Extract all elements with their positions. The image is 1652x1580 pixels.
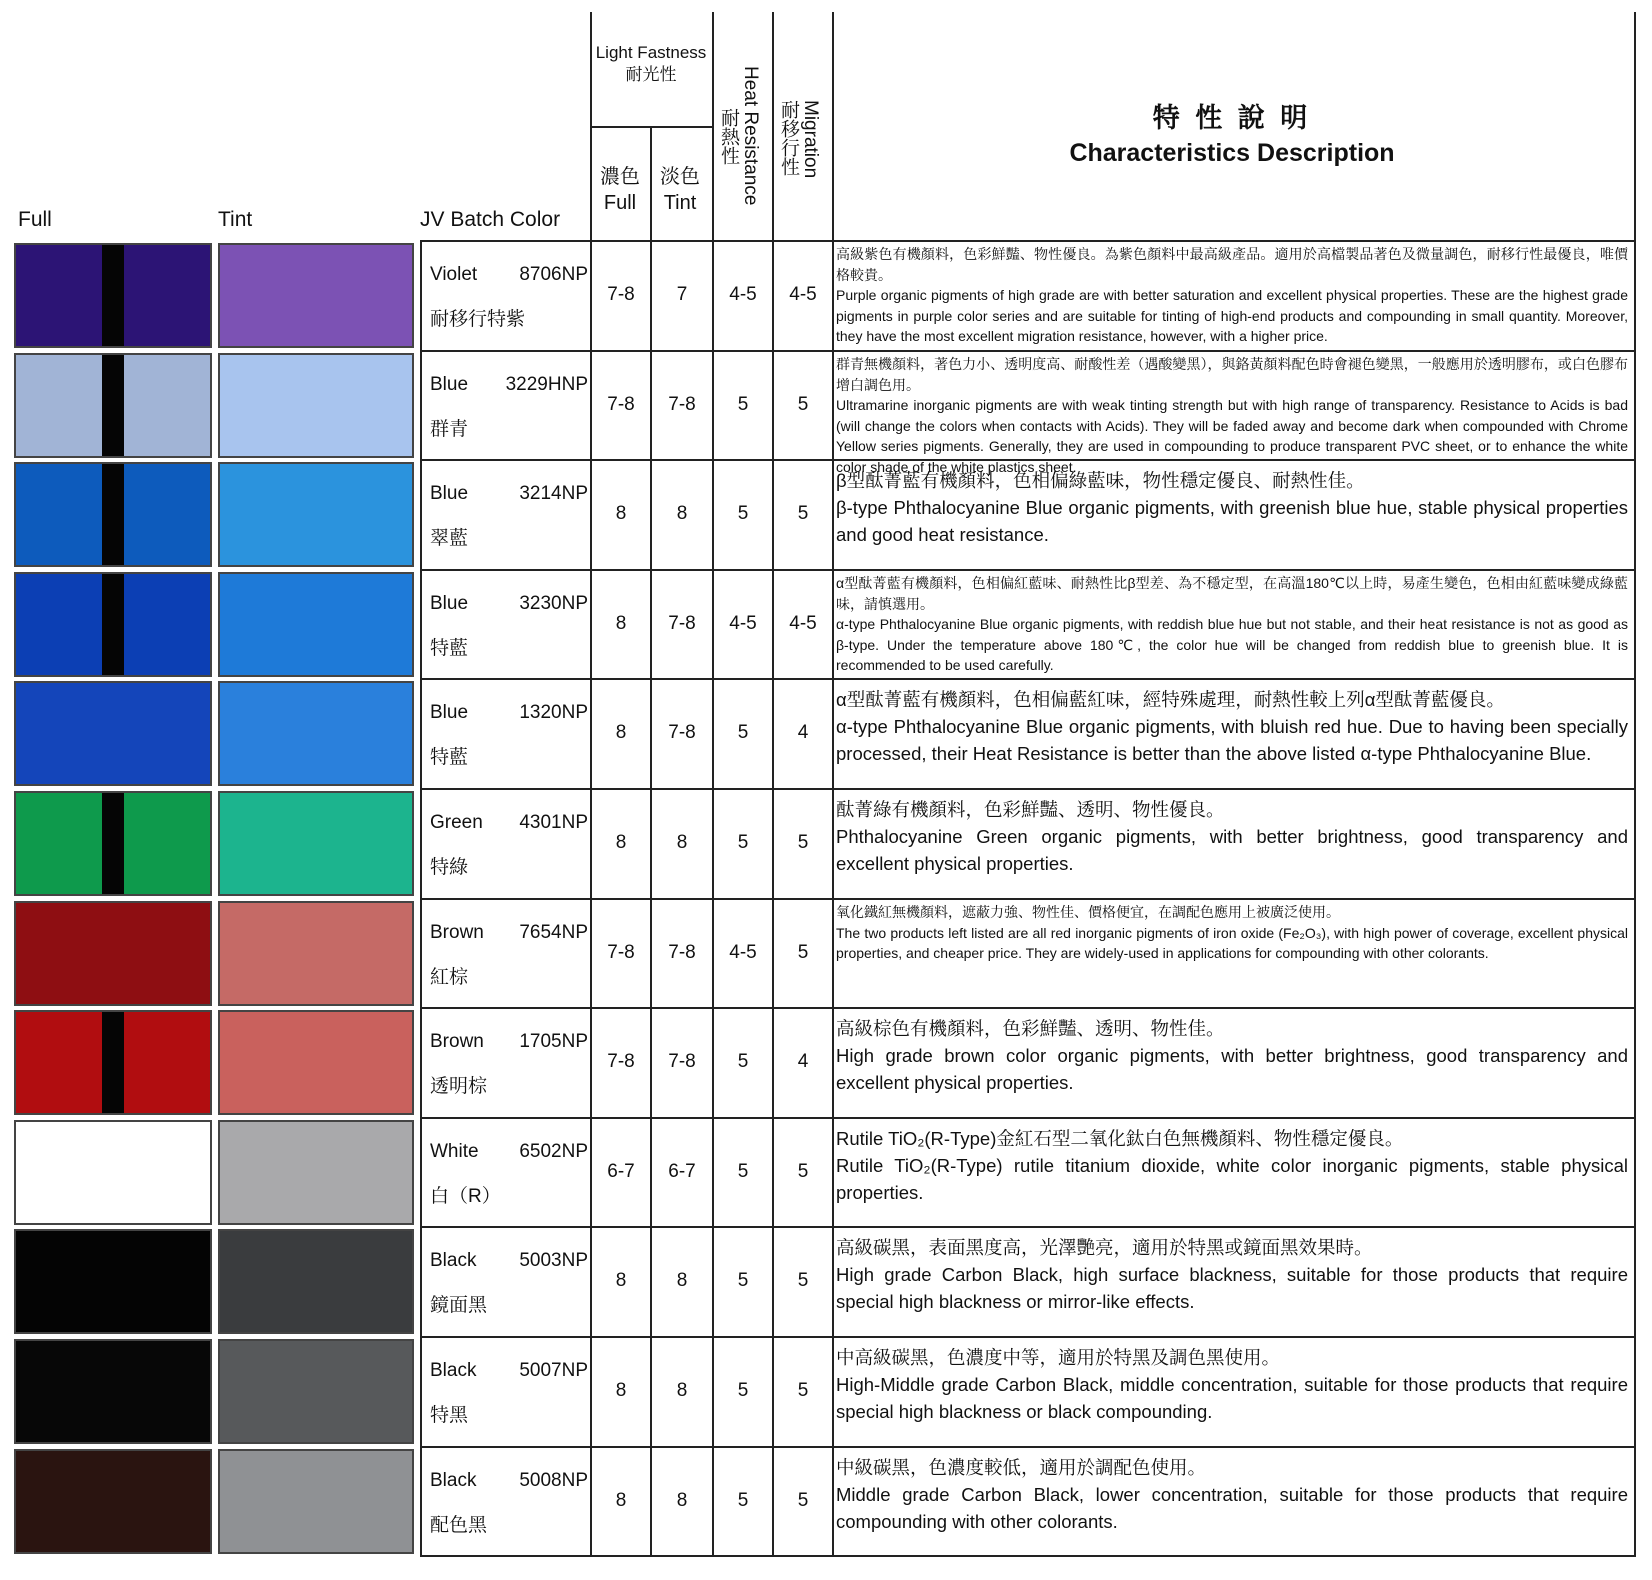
- grid-horizontal-line: [420, 1555, 1636, 1557]
- grid-horizontal-line: [420, 1226, 1636, 1228]
- description-en: High-Middle grade Carbon Black, middle concentration, suitable for those products that require special high blackness or black compounding.: [836, 1374, 1628, 1422]
- full-color-swatch: [14, 462, 212, 567]
- description-en: Phthalocyanine Green organic pigments, with better brightness, good transparency and excellent physical properties.: [836, 826, 1628, 874]
- color-name-zh: 白（R）: [430, 1186, 501, 1207]
- characteristics-description: [836, 354, 1628, 477]
- full-color-swatch: [14, 901, 212, 1006]
- grid-horizontal-line: [420, 1007, 1636, 1009]
- tint-color-swatch: [218, 791, 414, 896]
- black-stripe: [102, 793, 124, 894]
- migration-value: 5: [797, 942, 809, 963]
- black-stripe: [102, 464, 124, 565]
- light-fastness-full-value: 7-8: [607, 942, 635, 963]
- light-full-zh: 濃色: [600, 166, 640, 188]
- light-fastness-tint-value: 7-8: [668, 613, 696, 634]
- tint-color-swatch: [218, 1120, 414, 1225]
- heat-resistance-value: 5: [737, 722, 749, 743]
- light-fastness-tint-value: 7-8: [668, 1051, 696, 1072]
- light-fastness-full-value: 7-8: [607, 394, 635, 415]
- migration-en: Migration: [800, 100, 821, 179]
- heat-resistance-value: 4-5: [729, 942, 757, 963]
- heat-resistance-value: 5: [737, 1161, 749, 1182]
- color-name-zh: 耐移行特紫: [430, 309, 526, 330]
- characteristics-description: [836, 796, 1628, 877]
- light-full-en: Full: [603, 192, 637, 214]
- description-en: High grade Carbon Black, high surface blackness, suitable for those products that require special high blackness or mirror-like effects.: [836, 1264, 1628, 1312]
- description-header: [836, 96, 1628, 168]
- description-zh: 氧化鐵紅無機顏料，遮蔽力強、物性佳、價格便宜，在調配色應用上被廣泛使用。: [836, 904, 1340, 920]
- description-en: β-type Phthalocyanine Blue organic pigments, with greenish blue hue, stable physical properties and good heat resistance.: [836, 497, 1628, 545]
- characteristics-description: [836, 1234, 1628, 1315]
- characteristics-description: [836, 686, 1628, 767]
- color-name-en: White: [430, 1141, 479, 1162]
- grid-horizontal-line: [420, 898, 1636, 900]
- migration-value: 4-5: [789, 284, 817, 305]
- grid-horizontal-line: [420, 678, 1636, 680]
- grid-horizontal-line: [420, 240, 1636, 242]
- description-en: Middle grade Carbon Black, lower concentration, suitable for those products that require compounding with other colorants.: [836, 1484, 1628, 1532]
- description-zh: 中高級碳黑，色濃度中等，適用於特黑及調色黑使用。: [836, 1347, 1281, 1368]
- description-en: α-type Phthalocyanine Blue organic pigments, with reddish blue hue but not stable, and their heat resistance is not as good as β-type. Under the temperature above 180℃, the color hue will be changed from reddish blue to greenish blue. It is recommended to be used carefully.: [836, 616, 1628, 673]
- color-name-zh: 翠藍: [430, 528, 469, 549]
- color-name-en: Brown: [430, 922, 484, 943]
- migration-value: 4: [797, 1051, 809, 1072]
- light-fastness-tint-value: 8: [676, 1270, 688, 1291]
- description-header-zh: 特 性 說 明: [1152, 103, 1312, 133]
- color-name-zh: 特黑: [430, 1405, 469, 1426]
- description-en: α-type Phthalocyanine Blue organic pigments, with bluish red hue. Due to having been specially processed, their Heat Resistance is better than the above listed α-type Phthalocyanine Blue.: [836, 716, 1628, 764]
- color-name-en: Black: [430, 1470, 477, 1491]
- description-zh: α型酞菁藍有機顏料，色相偏藍紅味，經特殊處理，耐熱性較上列α型酞菁藍優良。: [836, 689, 1505, 710]
- heat-resistance-zh: 耐熱性: [718, 108, 739, 165]
- light-fastness-tint-value: 8: [676, 1380, 688, 1401]
- color-name-zh: 特藍: [430, 638, 469, 659]
- characteristics-description: [836, 1454, 1628, 1535]
- migration-value: 5: [797, 832, 809, 853]
- grid-horizontal-line: [420, 788, 1636, 790]
- tint-color-swatch: [218, 462, 414, 567]
- product-code: 6502NP: [519, 1141, 588, 1162]
- color-name-en: Black: [430, 1250, 477, 1271]
- light-fastness-tint-value: 8: [676, 832, 688, 853]
- description-en: Rutile TiO₂(R-Type) rutile titanium dioxide, white color inorganic pigments, stable physical properties.: [836, 1155, 1628, 1203]
- description-en: Purple organic pigments of high grade are with better saturation and excellent physical properties. These are the highest grade pigments in purple color series and are suitable for tinting of high-end products and compounding in small quantity. Moreover, they have the most excellent migration resistance, however, with a higher price.: [836, 287, 1628, 344]
- characteristics-description: [836, 467, 1628, 548]
- full-color-swatch: [14, 791, 212, 896]
- color-name-en: Blue: [430, 374, 469, 395]
- light-fastness-tint-value: 7-8: [668, 722, 696, 743]
- migration-value: 4-5: [789, 613, 817, 634]
- color-name-en: Brown: [430, 1031, 484, 1052]
- light-tint-en: Tint: [663, 192, 697, 214]
- light-fastness-full-value: 8: [615, 722, 627, 743]
- grid-horizontal-line: [420, 1446, 1636, 1448]
- tint-color-swatch: [218, 681, 414, 786]
- color-name-zh: 特藍: [430, 747, 469, 768]
- full-color-swatch: [14, 353, 212, 458]
- product-code: 3230NP: [519, 593, 588, 614]
- description-header-en: Characteristics Description: [1069, 139, 1395, 167]
- light-full-header: [592, 164, 648, 216]
- product-code: 7654NP: [519, 922, 588, 943]
- heat-resistance-en: Heat Resistance: [740, 66, 761, 206]
- color-name-en: Violet: [430, 264, 478, 285]
- color-name-zh: 透明棕: [430, 1076, 488, 1097]
- tint-color-swatch: [218, 1010, 414, 1115]
- tint-color-swatch: [218, 1449, 414, 1554]
- full-column-label: Full: [18, 208, 52, 231]
- full-color-swatch: [14, 1120, 212, 1225]
- heat-resistance-value: 4-5: [729, 613, 757, 634]
- description-zh: β型酞菁藍有機顏料，色相偏綠藍味，物性穩定優良、耐熱性佳。: [836, 470, 1365, 491]
- color-name-zh: 配色黑: [430, 1515, 488, 1536]
- characteristics-description: [836, 902, 1628, 964]
- light-fastness-full-value: 8: [615, 1270, 627, 1291]
- tint-color-swatch: [218, 572, 414, 677]
- light-fastness-full-value: 8: [615, 832, 627, 853]
- description-zh: 高級紫色有機顏料，色彩鮮豔、物性優良。為紫色顏料中最高級產品。適用於高檔製品著色及微量調色，耐移行性最優良，唯價格較貴。: [836, 246, 1628, 283]
- light-fastness-full-value: 6-7: [607, 1161, 635, 1182]
- heat-resistance-value: 5: [737, 1380, 749, 1401]
- tint-column-label: Tint: [218, 208, 253, 231]
- migration-value: 5: [797, 503, 809, 524]
- color-name-en: Black: [430, 1360, 477, 1381]
- product-code: 5008NP: [519, 1470, 588, 1491]
- description-zh: 高級棕色有機顏料，色彩鮮豔、透明、物性佳。: [836, 1018, 1225, 1039]
- light-fastness-header: [590, 42, 712, 86]
- header-divider: [590, 126, 712, 128]
- light-fastness-full-value: 8: [615, 613, 627, 634]
- color-name-en: Blue: [430, 593, 469, 614]
- description-en: Ultramarine inorganic pigments are with weak tinting strength but with high range of transparency. Resistance to Acids is bad (will change the colors when contacts with Acids). They will be faded away and become dark when compounded with Chrome Yellow series pigments. Generally, they are used in compounding to produce transparent PVC sheet, or to enhance the white color shade of the white plastics sheet.: [836, 397, 1628, 475]
- grid-horizontal-line: [420, 1117, 1636, 1119]
- grid-horizontal-line: [420, 1336, 1636, 1338]
- description-zh: 中級碳黑，色濃度較低，適用於調配色使用。: [836, 1457, 1207, 1478]
- light-fastness-tint-value: 8: [676, 503, 688, 524]
- characteristics-description: [836, 573, 1628, 676]
- full-color-swatch: [14, 243, 212, 348]
- heat-resistance-value: 5: [737, 1490, 749, 1511]
- header-divider: [712, 12, 714, 240]
- description-zh: α型酞菁藍有機顏料，色相偏紅藍味、耐熱性比β型差、為不穩定型，在高溫180℃以上時，易產生變色，色相由紅藍味變成綠藍味，請慎選用。: [836, 575, 1628, 612]
- tint-color-swatch: [218, 1339, 414, 1444]
- light-fastness-en: Light Fastness: [595, 43, 707, 62]
- light-fastness-tint-value: 7-8: [668, 394, 696, 415]
- color-name-zh: 紅棕: [430, 967, 469, 988]
- grid-horizontal-line: [420, 350, 1636, 352]
- light-fastness-full-value: 7-8: [607, 284, 635, 305]
- heat-resistance-value: 5: [737, 1270, 749, 1291]
- characteristics-description: [836, 1344, 1628, 1425]
- product-code: 5003NP: [519, 1250, 588, 1271]
- tint-color-swatch: [218, 243, 414, 348]
- black-stripe: [102, 574, 124, 675]
- migration-zh: 耐移行性: [778, 100, 799, 176]
- full-color-swatch: [14, 1339, 212, 1444]
- light-fastness-tint-value: 7-8: [668, 942, 696, 963]
- heat-resistance-value: 5: [737, 832, 749, 853]
- header-divider: [832, 12, 834, 240]
- light-fastness-full-value: 7-8: [607, 1051, 635, 1072]
- black-stripe: [102, 1012, 124, 1113]
- tint-color-swatch: [218, 353, 414, 458]
- light-tint-header: [652, 164, 708, 216]
- characteristics-description: [836, 1015, 1628, 1096]
- product-code: 5007NP: [519, 1360, 588, 1381]
- product-code: 3229HNP: [505, 374, 588, 395]
- migration-value: 5: [797, 1161, 809, 1182]
- migration-value: 5: [797, 1490, 809, 1511]
- migration-value: 5: [797, 394, 809, 415]
- color-name-en: Blue: [430, 702, 469, 723]
- header-divider: [1634, 12, 1636, 240]
- light-fastness-tint-value: 6-7: [668, 1161, 696, 1182]
- heat-resistance-value: 5: [737, 503, 749, 524]
- light-fastness-zh: 耐光性: [625, 65, 677, 84]
- black-stripe: [102, 355, 124, 456]
- full-color-swatch: [14, 1229, 212, 1334]
- light-fastness-full-value: 8: [615, 1490, 627, 1511]
- light-tint-zh: 淡色: [660, 166, 700, 188]
- heat-resistance-value: 4-5: [729, 284, 757, 305]
- description-en: High grade brown color organic pigments, with better brightness, good transparency and excellent physical properties.: [836, 1045, 1628, 1093]
- product-code: 3214NP: [519, 483, 588, 504]
- light-fastness-full-value: 8: [615, 1380, 627, 1401]
- batch-color-column-label: JV Batch Color: [420, 208, 561, 231]
- full-color-swatch: [14, 1449, 212, 1554]
- tint-color-swatch: [218, 901, 414, 1006]
- migration-value: 5: [797, 1380, 809, 1401]
- description-zh: Rutile TiO₂(R-Type)金紅石型二氧化鈦白色無機顏料、物性穩定優良。: [836, 1128, 1404, 1149]
- product-code: 8706NP: [519, 264, 588, 285]
- full-color-swatch: [14, 681, 212, 786]
- heat-resistance-value: 5: [737, 1051, 749, 1072]
- color-name-en: Green: [430, 812, 483, 833]
- description-zh: 酞菁綠有機顏料，色彩鮮豔、透明、物性優良。: [836, 799, 1225, 820]
- product-code: 1705NP: [519, 1031, 588, 1052]
- black-stripe: [102, 245, 124, 346]
- full-color-swatch: [14, 572, 212, 677]
- description-en: The two products left listed are all red inorganic pigments of iron oxide (Fe₂O₃), with high power of coverage, excellent physical properties, and cheaper price. They are widely-used in applications for compounding with other colorants.: [836, 924, 1628, 961]
- tint-color-swatch: [218, 1229, 414, 1334]
- characteristics-description: [836, 1125, 1628, 1206]
- color-name-zh: 鏡面黑: [430, 1295, 488, 1316]
- grid-horizontal-line: [420, 569, 1636, 571]
- product-code: 1320NP: [519, 702, 588, 723]
- description-zh: 高級碳黑，表面黑度高，光澤艷亮，適用於特黑或鏡面黑效果時。: [836, 1237, 1373, 1258]
- migration-value: 5: [797, 1270, 809, 1291]
- description-zh: 群青無機顏料，著色力小、透明度高、耐酸性差（遇酸變黑），與鉻黃顏料配色時會褪色變黑，一般應用於透明膠布，或白色膠布增白調色用。: [836, 356, 1628, 393]
- full-color-swatch: [14, 1010, 212, 1115]
- color-name-zh: 特綠: [430, 857, 469, 878]
- light-fastness-tint-value: 7: [676, 284, 688, 305]
- heat-resistance-value: 5: [737, 394, 749, 415]
- header-divider: [772, 12, 774, 240]
- color-name-en: Blue: [430, 483, 469, 504]
- light-fastness-tint-value: 8: [676, 1490, 688, 1511]
- header-divider: [650, 126, 652, 240]
- migration-value: 4: [797, 722, 809, 743]
- light-fastness-full-value: 8: [615, 503, 627, 524]
- characteristics-description: [836, 244, 1628, 347]
- color-name-zh: 群青: [430, 419, 469, 440]
- product-code: 4301NP: [519, 812, 588, 833]
